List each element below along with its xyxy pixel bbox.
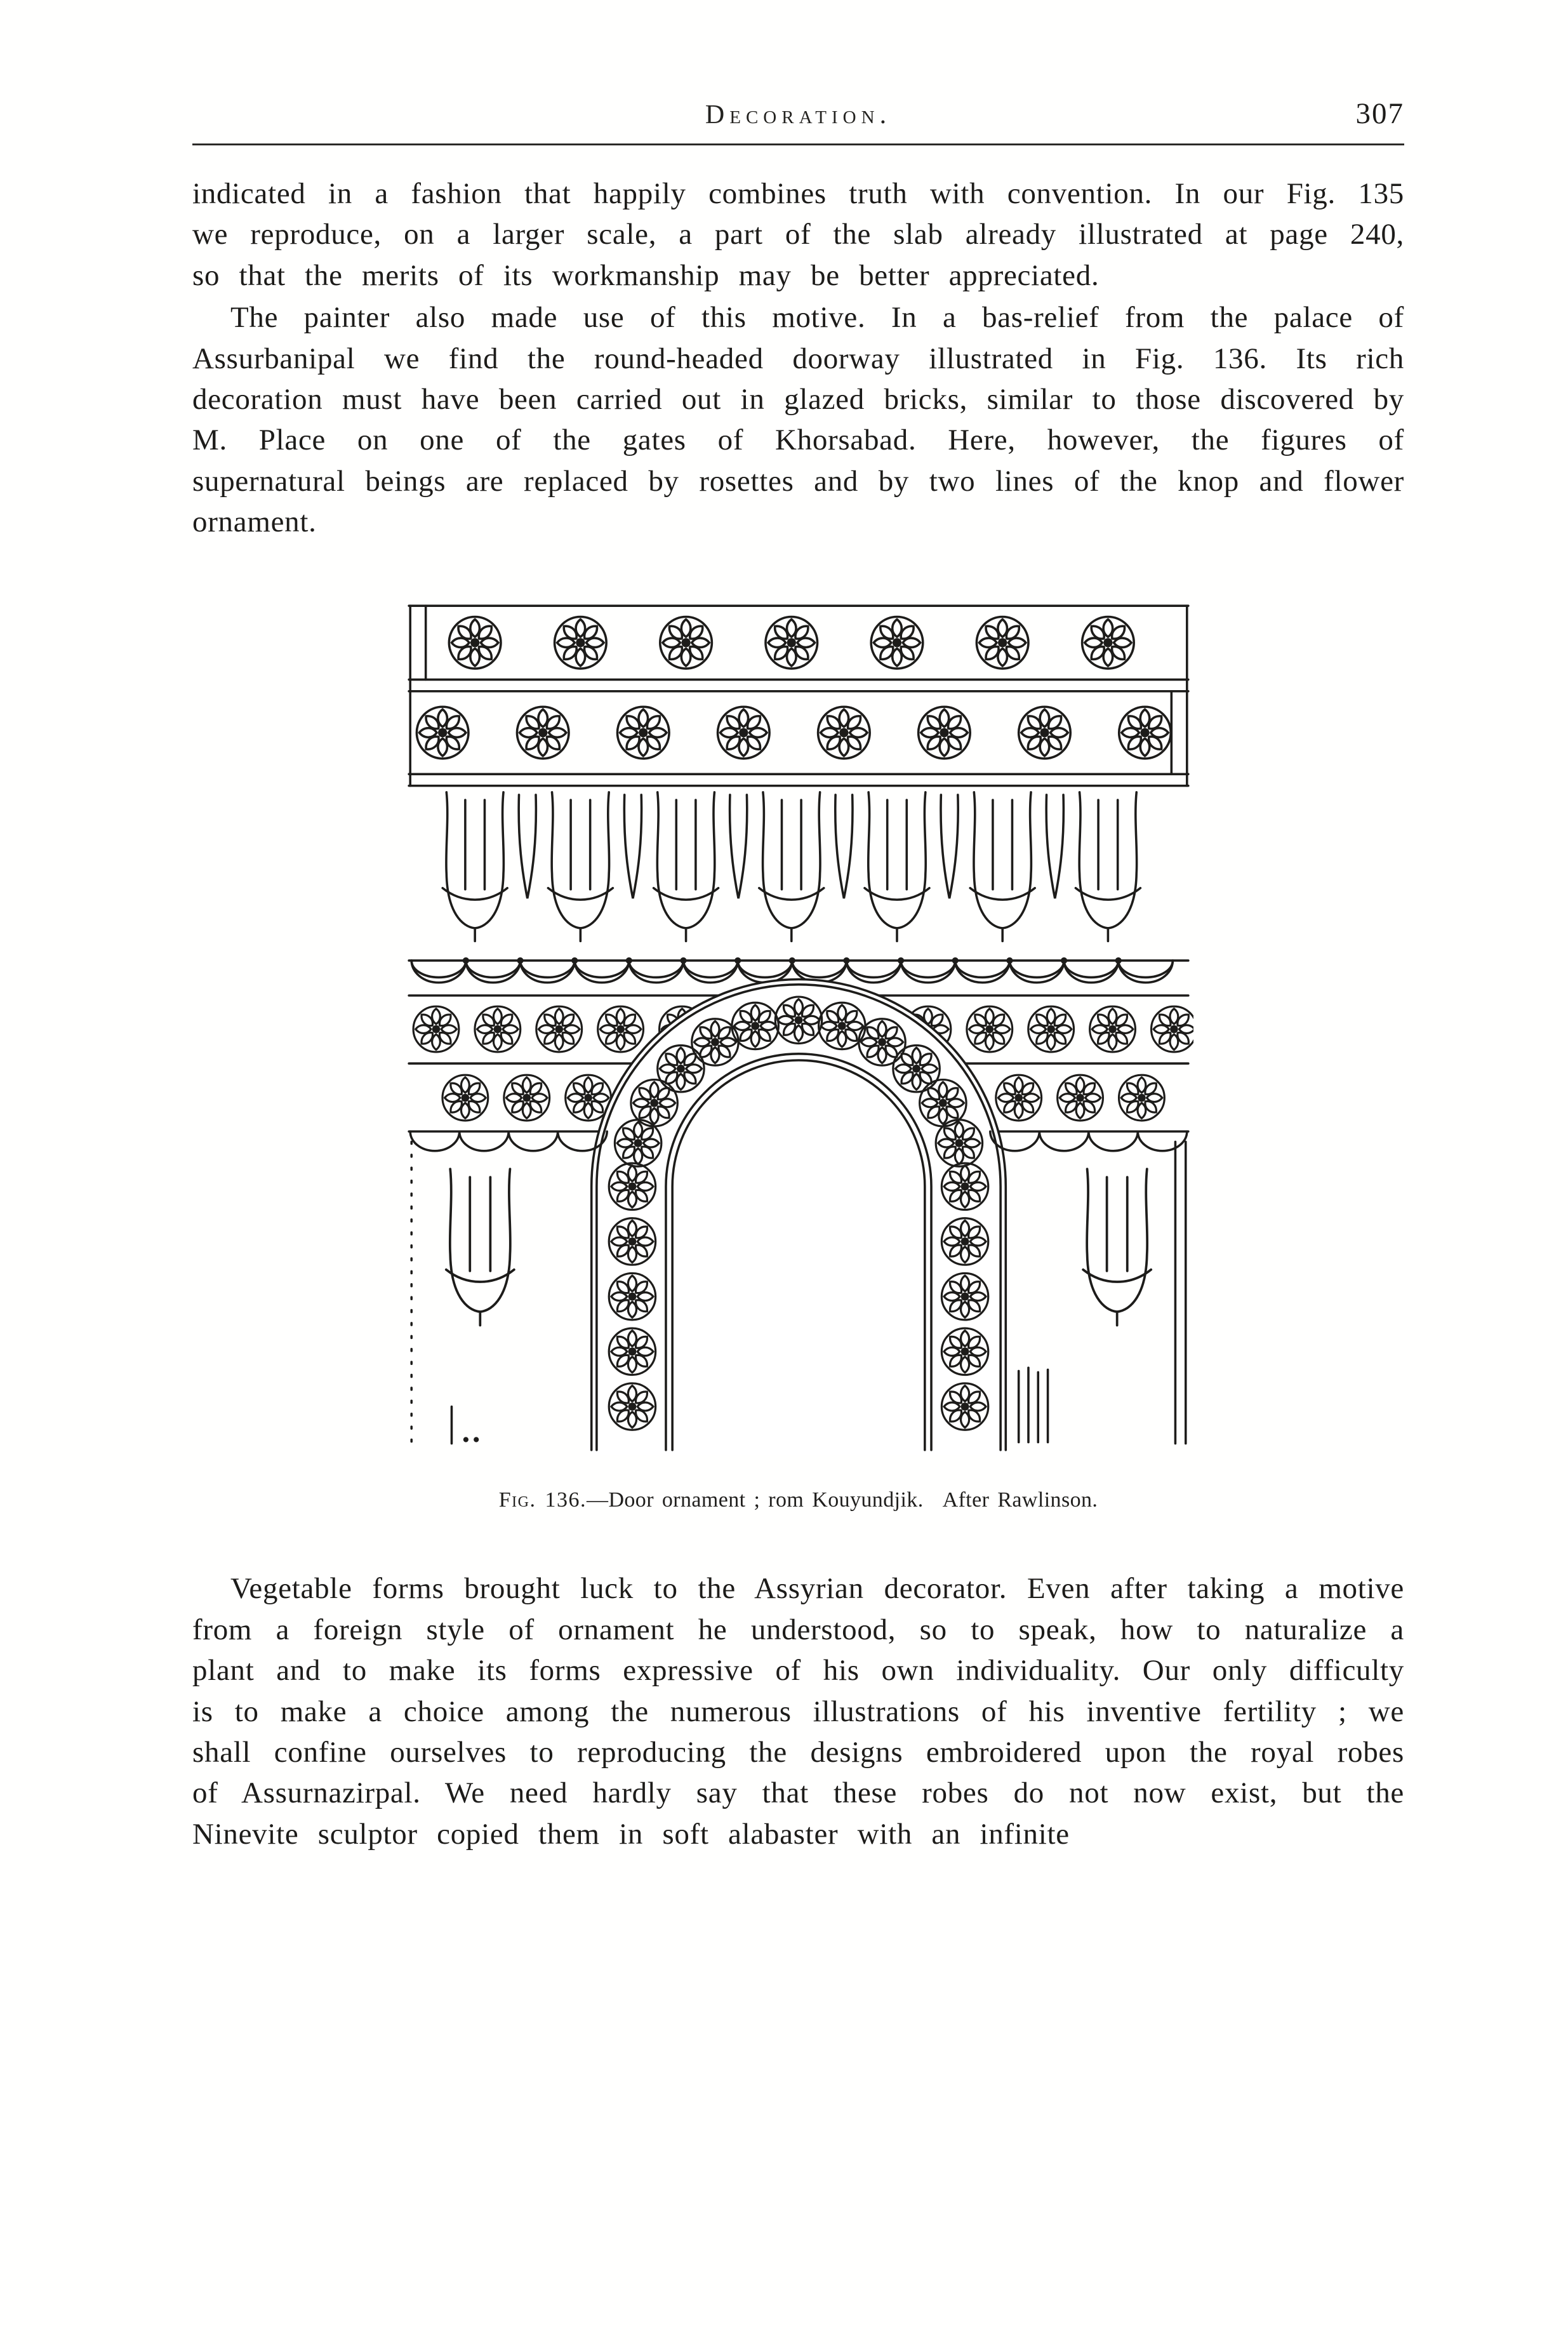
arch [591,980,1006,1455]
top-frame-lines [409,606,1188,786]
body-text [192,173,1404,542]
body-text-lower [192,1568,1404,1855]
paragraph-3: Vegetable forms brought luck to the Assyrian decorator. Even after taking a motive from a foreign style of ornament he understood, so to speak, how to naturalize a plant and to make its forms expressive of his own individuality. Our only difficulty is to make a choice among the numerous illustrations of his inventive fertility ; we shall confine ourselves to reproducing the designs embroidered upon the royal robes of Assurnazirpal. We need hardly say that these robes do not now exist, but the Ninevite sculptor copied them in soft alabaster with an infinite [192,1572,1404,1851]
lotus-bud-frieze [442,792,1140,942]
figure-136 [404,601,1193,1512]
figure-caption-label: Fig. 136. [498,1488,587,1512]
paragraph-1: indicated in a fashion that happily combines truth with convention. In our Fig. 135 we reproduce, on a larger scale, a part of the slab already illustrated at page 240, so that the merits of its workmanship may be better appreciated. [192,177,1404,292]
figure-caption-credit: After Rawlinson. [942,1488,1098,1512]
figure-caption-text: —Door ornament ; rom Kouyundjik. [587,1488,924,1512]
page-title: Decoration. [705,100,892,130]
running-head [192,97,1404,131]
rosette-band-1 [449,617,1134,669]
figure-136-illustration [404,601,1193,1455]
header-rule [192,143,1404,145]
figure-caption [404,1488,1193,1512]
page-number: 307 [1355,97,1404,130]
paragraph-2: The painter also made use of this motive. In a bas-relief from the palace of Assurbanipal we find the round-headed doorway illustrated in Fig. 136. Its rich decoration must have been carried out in glazed bricks, similar to those discovered by M. Place on one of the gates of Khorsabad. Here, however, the figures of supernatural beings are replaced by rosettes and by two lines of the knop and flower ornament. [192,301,1404,538]
rosette-band-2 [416,707,1171,759]
